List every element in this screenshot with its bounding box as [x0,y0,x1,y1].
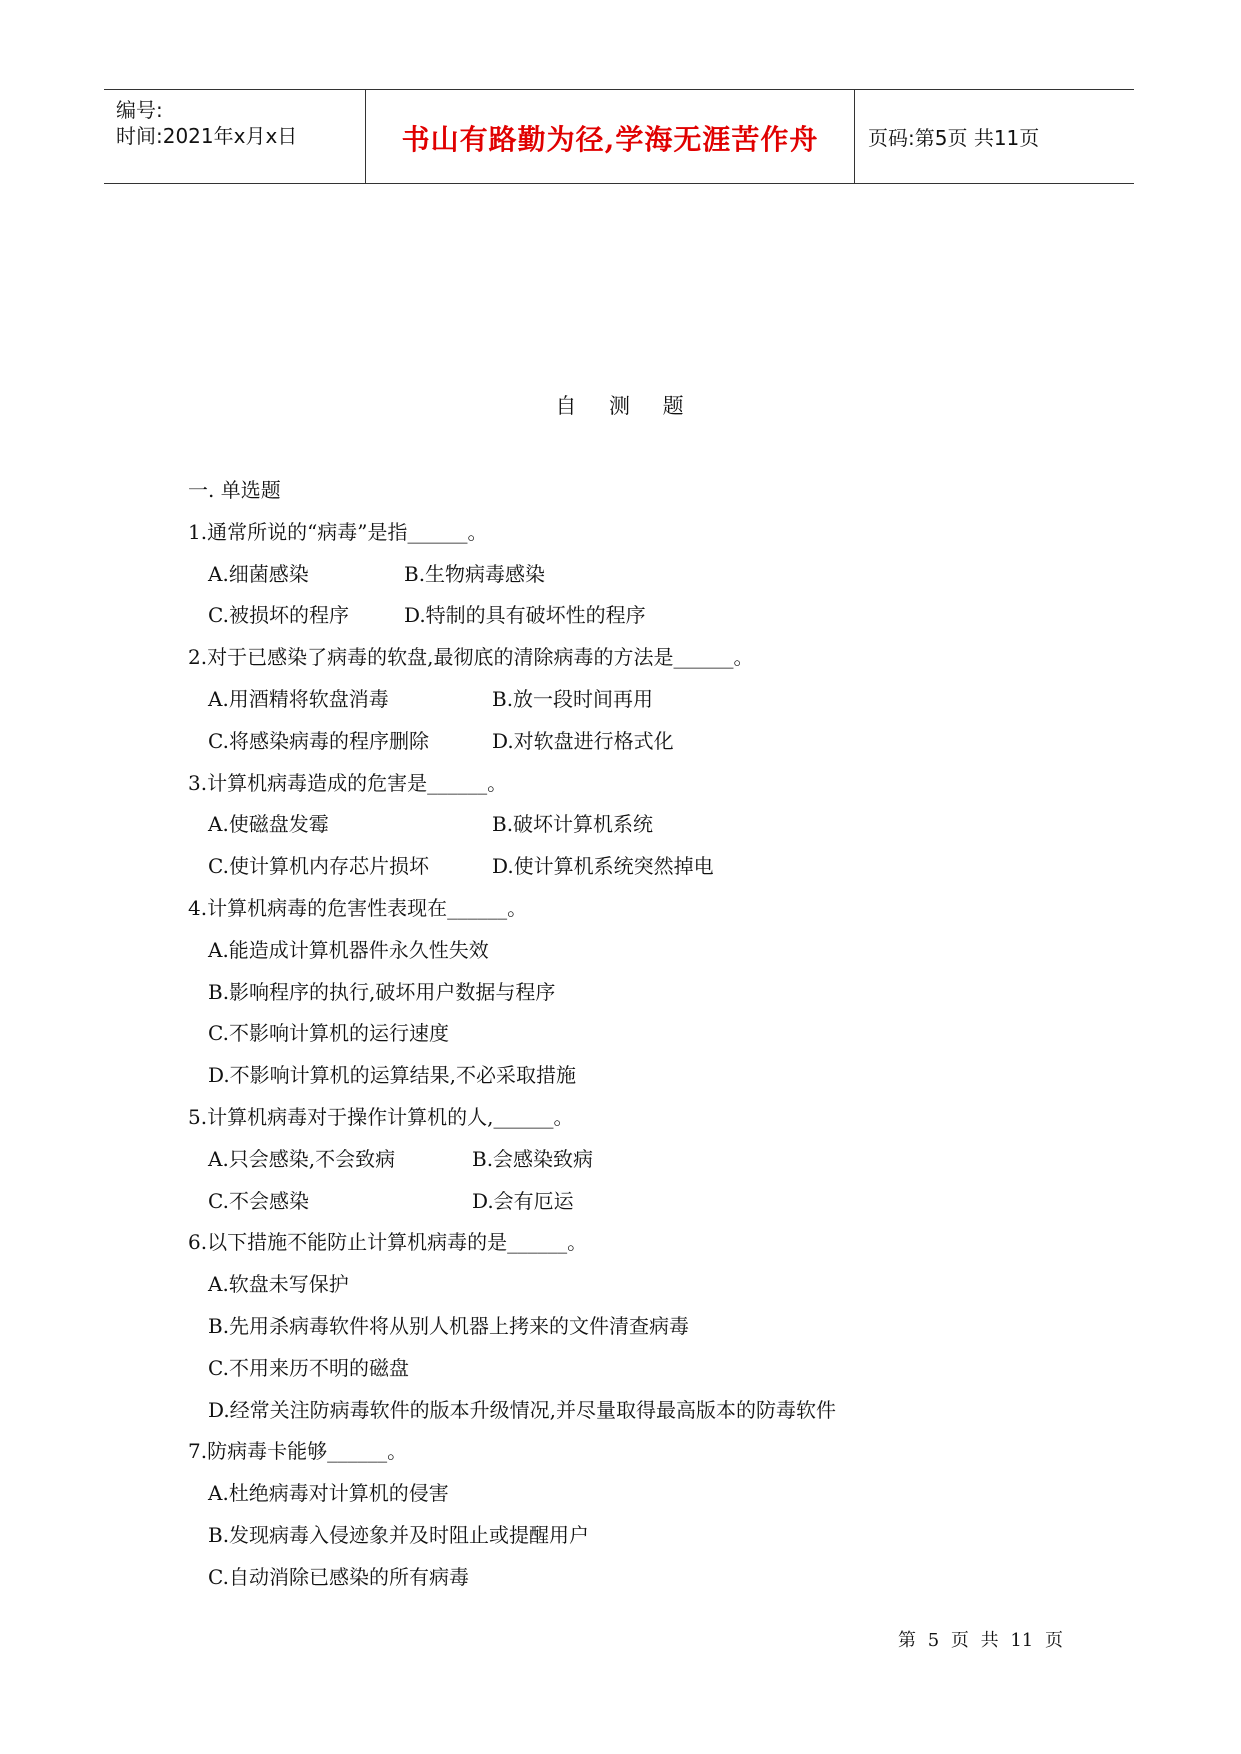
option-text: D.特制的具有破坏性的程序 [404,603,646,628]
option-row [188,1055,1088,1097]
option-row [188,595,1088,637]
question-stem: 4.计算机病毒的危害性表现在______。 [188,895,528,920]
option-text: B.发现病毒入侵迹象并及时阻止或提醒用户 [208,1522,590,1547]
option-text: B.生物病毒感染 [404,561,546,586]
number-label: 编号: [116,98,163,122]
option-row [188,1557,1088,1599]
option-row [188,1390,1088,1432]
option-row [188,804,1088,846]
option-row [188,846,1088,888]
page-header [104,89,1134,184]
option-text: D.使计算机系统突然掉电 [492,854,714,879]
header-middle-cell [366,90,855,183]
option-text: A.能造成计算机器件永久性失效 [208,937,489,962]
option-text: C.不影响计算机的运行速度 [208,1021,449,1046]
page-code: 页码:第5页 共11页 [868,126,1040,150]
option-text: C.将感染病毒的程序删除 [208,728,429,753]
option-row [188,679,1088,721]
question-stem: 1.通常所说的“病毒”是指______。 [188,519,488,544]
header-right-cell [856,90,1134,183]
question-list [188,470,1088,1599]
option-row [188,972,1088,1014]
option-text: A.杜绝病毒对计算机的侵害 [208,1481,449,1506]
option-text: D.不影响计算机的运算结果,不必采取措施 [208,1063,577,1088]
option-row [188,1139,1088,1181]
option-text: C.不会感染 [208,1188,309,1213]
question-stem: 5.计算机病毒对于操作计算机的人,______。 [188,1104,574,1129]
option-text: C.不用来历不明的磁盘 [208,1355,409,1380]
option-text: A.用酒精将软盘消毒 [208,686,389,711]
option-text: B.放一段时间再用 [492,686,654,711]
option-text: A.软盘未写保护 [208,1272,349,1297]
motto: 书山有路勤为径,学海无涯苦作舟 [401,123,819,156]
option-text: B.会感染致病 [472,1146,594,1171]
option-text: B.破坏计算机系统 [492,812,654,837]
question-stem: 7.防病毒卡能够______。 [188,1439,408,1464]
option-row [188,1264,1088,1306]
option-row [188,1515,1088,1557]
option-row [188,1348,1088,1390]
header-left-cell [104,90,366,183]
option-row [188,721,1088,763]
option-row [188,1306,1088,1348]
option-row [188,1473,1088,1515]
option-row [188,930,1088,972]
page-footer: 第 5 页 共 11 页 [898,1630,1063,1651]
option-row [188,1181,1088,1223]
option-text: C.自动消除已感染的所有病毒 [208,1564,469,1589]
option-text: A.只会感染,不会致病 [208,1146,396,1171]
document-title: 自 测 题 [555,394,686,418]
section-heading: 一. 单选题 [188,478,281,502]
option-text: C.使计算机内存芯片损坏 [208,854,429,879]
option-text: A.使磁盘发霉 [208,812,329,837]
time-label: 时间:2021年x月x日 [116,124,298,148]
option-text: B.影响程序的执行,破坏用户数据与程序 [208,979,556,1004]
option-text: D.会有厄运 [472,1188,574,1213]
option-text: C.被损坏的程序 [208,603,349,628]
option-text: D.经常关注防病毒软件的版本升级情况,并尽量取得最高版本的防毒软件 [208,1397,837,1422]
option-row [188,1013,1088,1055]
option-text: B.先用杀病毒软件将从别人机器上拷来的文件清查病毒 [208,1313,690,1338]
option-text: D.对软盘进行格式化 [492,728,674,753]
option-row [188,554,1088,596]
question-stem: 3.计算机病毒造成的危害是______。 [188,770,508,795]
question-stem: 6.以下措施不能防止计算机病毒的是______。 [188,1230,588,1255]
option-text: A.细菌感染 [208,561,309,586]
question-stem: 2.对于已感染了病毒的软盘,最彻底的清除病毒的方法是______。 [188,645,754,670]
